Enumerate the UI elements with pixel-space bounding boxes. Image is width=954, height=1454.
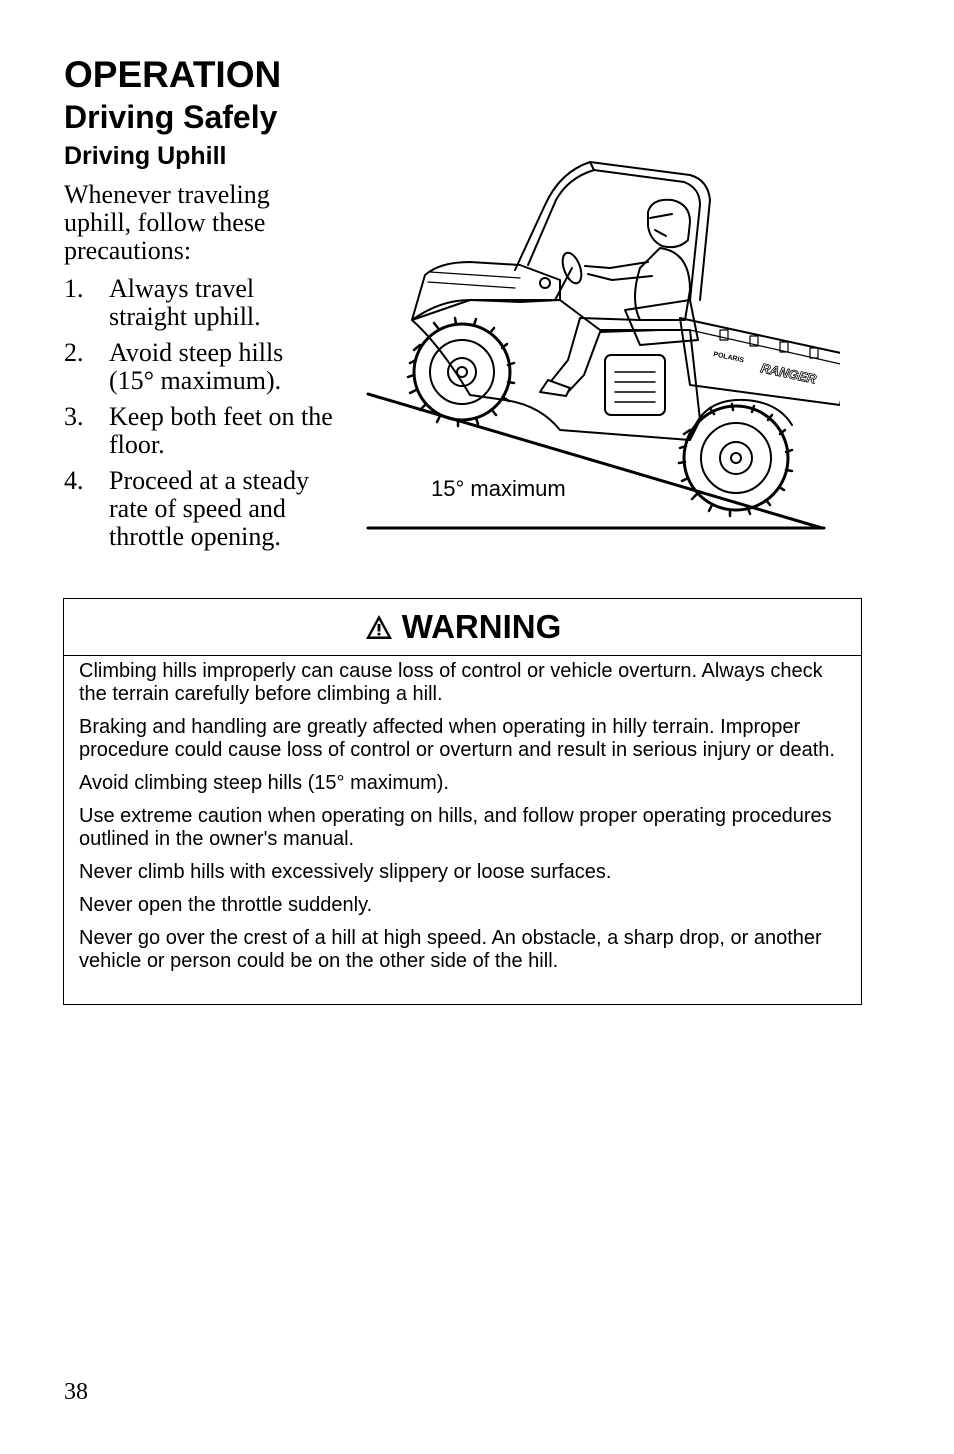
page-number: 38 xyxy=(64,1379,88,1405)
warning-paragraph: Climbing hills improperly can cause loss of control or vehicle overturn. Always check the terrain carefully before climbing a hill. xyxy=(79,660,823,705)
warning-triangle-icon xyxy=(364,613,394,641)
precautions-list xyxy=(64,275,334,559)
warning-paragraph: Never climb hills with excessively slippery or loose surfaces. xyxy=(79,861,612,883)
step-number: 3. xyxy=(64,402,84,431)
section-title: OPERATION xyxy=(64,54,282,95)
warning-box xyxy=(63,598,862,1005)
step-number: 4. xyxy=(64,466,84,495)
step-text: Avoid steep hills (15° maximum). xyxy=(109,338,284,395)
list-item xyxy=(64,275,334,331)
cargo-box xyxy=(680,318,840,405)
rider xyxy=(540,200,698,396)
model-lettering: RANGER xyxy=(759,360,818,387)
step-text: Proceed at a steady rate of speed and throttle opening. xyxy=(109,466,309,551)
warning-title: WARNING xyxy=(401,608,562,645)
warning-body xyxy=(64,656,861,973)
brand-lettering: POLARIS xyxy=(712,351,745,365)
step-text: Keep both feet on the floor. xyxy=(109,402,333,459)
list-item xyxy=(64,403,334,459)
warning-paragraph: Never open the throttle suddenly. xyxy=(79,894,373,916)
list-item xyxy=(64,467,334,551)
subsection-title: Driving Safely xyxy=(64,99,278,135)
warning-paragraph: Use extreme caution when operating on hills, and follow proper operating procedures outlined in the owner's manual. xyxy=(79,805,832,850)
topic-title: Driving Uphill xyxy=(64,142,227,170)
step-number: 1. xyxy=(64,274,84,303)
warning-paragraph: Never go over the crest of a hill at high speed. An obstacle, a sharp drop, or another vehicle or person could be on the other side of the hill. xyxy=(79,927,822,972)
list-item xyxy=(64,339,334,395)
rear-wheel xyxy=(679,404,792,516)
step-number: 2. xyxy=(64,338,84,367)
intro-text: Whenever traveling uphill, follow these precautions: xyxy=(64,180,270,265)
warning-paragraph: Braking and handling are greatly affected when operating in hilly terrain. Improper procedure could cause loss of control or overturn and result in serious injury or death. xyxy=(79,716,835,761)
step-text: Always travel straight uphill. xyxy=(109,274,261,331)
warning-header xyxy=(64,599,861,656)
warning-paragraph: Avoid climbing steep hills (15° maximum). xyxy=(79,772,449,794)
angle-label: 15° maximum xyxy=(431,476,566,501)
